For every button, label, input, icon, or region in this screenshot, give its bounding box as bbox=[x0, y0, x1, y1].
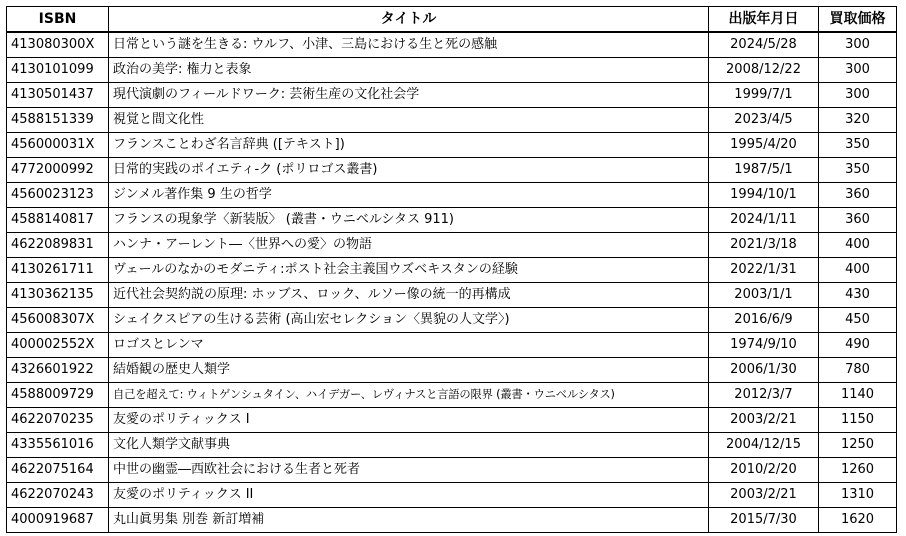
table-row bbox=[7, 433, 897, 458]
title-cell[interactable]: ロゴスとレンマ bbox=[109, 333, 709, 358]
price-cell[interactable]: 780 bbox=[819, 358, 897, 383]
date-cell[interactable]: 2012/3/7 bbox=[709, 383, 819, 408]
date-cell[interactable]: 2024/5/28 bbox=[709, 32, 819, 58]
title-cell[interactable]: 視覚と間文化性 bbox=[109, 108, 709, 133]
title-cell[interactable]: 文化人類学文献事典 bbox=[109, 433, 709, 458]
date-cell[interactable]: 2022/1/31 bbox=[709, 258, 819, 283]
title-cell[interactable]: シェイクスピアの生ける芸術 (高山宏セレクション〈異貌の人文学〉) bbox=[109, 308, 709, 333]
header-title[interactable]: タイトル bbox=[109, 7, 709, 33]
date-cell[interactable]: 1987/5/1 bbox=[709, 158, 819, 183]
table-row bbox=[7, 458, 897, 483]
table-row bbox=[7, 308, 897, 333]
isbn-cell[interactable]: 4335561016 bbox=[7, 433, 109, 458]
price-cell[interactable]: 1140 bbox=[819, 383, 897, 408]
isbn-cell[interactable]: 413080300X bbox=[7, 32, 109, 58]
price-cell[interactable]: 400 bbox=[819, 258, 897, 283]
price-cell[interactable]: 360 bbox=[819, 208, 897, 233]
spreadsheet bbox=[6, 6, 897, 533]
table-row bbox=[7, 83, 897, 108]
isbn-cell[interactable]: 4130101099 bbox=[7, 58, 109, 83]
table-row bbox=[7, 408, 897, 433]
price-cell[interactable]: 300 bbox=[819, 83, 897, 108]
date-cell[interactable]: 2003/2/21 bbox=[709, 483, 819, 508]
table-row bbox=[7, 358, 897, 383]
table-row bbox=[7, 233, 897, 258]
date-cell[interactable]: 1994/10/1 bbox=[709, 183, 819, 208]
isbn-cell[interactable]: 4622070243 bbox=[7, 483, 109, 508]
price-cell[interactable]: 360 bbox=[819, 183, 897, 208]
table-row bbox=[7, 133, 897, 158]
table-body bbox=[7, 32, 897, 533]
header-date[interactable]: 出版年月日 bbox=[709, 7, 819, 33]
date-cell[interactable]: 2015/7/30 bbox=[709, 508, 819, 533]
title-cell[interactable]: 丸山眞男集 別巻 新訂増補 bbox=[109, 508, 709, 533]
price-cell[interactable]: 320 bbox=[819, 108, 897, 133]
title-cell[interactable]: 日常という謎を生きる: ウルフ、小津、三島における生と死の感触 bbox=[109, 32, 709, 58]
date-cell[interactable]: 1974/9/10 bbox=[709, 333, 819, 358]
date-cell[interactable]: 1995/4/20 bbox=[709, 133, 819, 158]
date-cell[interactable]: 1999/7/1 bbox=[709, 83, 819, 108]
title-cell[interactable]: 現代演劇のフィールドワーク: 芸術生産の文化社会学 bbox=[109, 83, 709, 108]
table-row bbox=[7, 258, 897, 283]
isbn-cell[interactable]: 4588140817 bbox=[7, 208, 109, 233]
isbn-cell[interactable]: 4622075164 bbox=[7, 458, 109, 483]
price-cell[interactable]: 400 bbox=[819, 233, 897, 258]
price-cell[interactable]: 1620 bbox=[819, 508, 897, 533]
table-row bbox=[7, 508, 897, 533]
table-row bbox=[7, 333, 897, 358]
isbn-cell[interactable]: 4130362135 bbox=[7, 283, 109, 308]
table-row bbox=[7, 58, 897, 83]
price-cell[interactable]: 300 bbox=[819, 58, 897, 83]
isbn-cell[interactable]: 456008307X bbox=[7, 308, 109, 333]
price-cell[interactable]: 1150 bbox=[819, 408, 897, 433]
isbn-cell[interactable]: 4130501437 bbox=[7, 83, 109, 108]
date-cell[interactable]: 2008/12/22 bbox=[709, 58, 819, 83]
isbn-cell[interactable]: 4130261711 bbox=[7, 258, 109, 283]
title-cell[interactable]: 結婚観の歴史人類学 bbox=[109, 358, 709, 383]
title-cell[interactable]: ジンメル著作集 9 生の哲学 bbox=[109, 183, 709, 208]
title-cell[interactable]: 近代社会契約説の原理: ホッブス、ロック、ルソー像の統一的再構成 bbox=[109, 283, 709, 308]
price-cell[interactable]: 450 bbox=[819, 308, 897, 333]
title-cell[interactable]: 友愛のポリティックス I bbox=[109, 408, 709, 433]
table-row bbox=[7, 208, 897, 233]
isbn-cell[interactable]: 4588009729 bbox=[7, 383, 109, 408]
price-cell[interactable]: 1260 bbox=[819, 458, 897, 483]
price-cell[interactable]: 350 bbox=[819, 133, 897, 158]
table-row bbox=[7, 108, 897, 133]
date-cell[interactable]: 2021/3/18 bbox=[709, 233, 819, 258]
isbn-cell[interactable]: 4000919687 bbox=[7, 508, 109, 533]
table-row bbox=[7, 158, 897, 183]
title-cell[interactable]: 友愛のポリティックス II bbox=[109, 483, 709, 508]
table-row bbox=[7, 483, 897, 508]
isbn-cell[interactable]: 4622070235 bbox=[7, 408, 109, 433]
date-cell[interactable]: 2016/6/9 bbox=[709, 308, 819, 333]
date-cell[interactable]: 2023/4/5 bbox=[709, 108, 819, 133]
header-price[interactable]: 買取価格 bbox=[819, 7, 897, 33]
price-cell[interactable]: 1310 bbox=[819, 483, 897, 508]
date-cell[interactable]: 2003/1/1 bbox=[709, 283, 819, 308]
table-row bbox=[7, 383, 897, 408]
isbn-cell[interactable]: 456000031X bbox=[7, 133, 109, 158]
title-cell[interactable]: 自己を超えて: ウィトゲンシュタイン、ハイデガー、レヴィナスと言語の限界 (叢書・ウニベルシタス) bbox=[109, 383, 709, 408]
date-cell[interactable]: 2004/12/15 bbox=[709, 433, 819, 458]
table-row bbox=[7, 283, 897, 308]
title-cell[interactable]: フランスの現象学〈新装版〉 (叢書・ウニベルシタス 911) bbox=[109, 208, 709, 233]
isbn-cell[interactable]: 4560023123 bbox=[7, 183, 109, 208]
title-cell[interactable]: 日常的実践のポイエティ-ク (ポリロゴス叢書) bbox=[109, 158, 709, 183]
header-isbn[interactable]: ISBN bbox=[7, 7, 109, 33]
book-price-table bbox=[6, 6, 897, 533]
table-row bbox=[7, 183, 897, 208]
date-cell[interactable]: 2006/1/30 bbox=[709, 358, 819, 383]
table-row bbox=[7, 32, 897, 58]
isbn-cell[interactable]: 4772000992 bbox=[7, 158, 109, 183]
title-cell[interactable]: ヴェールのなかのモダニティ:ポスト社会主義国ウズベキスタンの経験 bbox=[109, 258, 709, 283]
price-cell[interactable]: 1250 bbox=[819, 433, 897, 458]
price-cell[interactable]: 350 bbox=[819, 158, 897, 183]
title-cell[interactable]: 中世の幽霊―西欧社会における生者と死者 bbox=[109, 458, 709, 483]
isbn-cell[interactable]: 4622089831 bbox=[7, 233, 109, 258]
price-cell[interactable]: 300 bbox=[819, 32, 897, 58]
isbn-cell[interactable]: 400002552X bbox=[7, 333, 109, 358]
isbn-cell[interactable]: 4326601922 bbox=[7, 358, 109, 383]
price-cell[interactable]: 490 bbox=[819, 333, 897, 358]
date-cell[interactable]: 2003/2/21 bbox=[709, 408, 819, 433]
isbn-cell[interactable]: 4588151339 bbox=[7, 108, 109, 133]
title-cell[interactable]: ハンナ・アーレント―〈世界への愛〉の物語 bbox=[109, 233, 709, 258]
date-cell[interactable]: 2010/2/20 bbox=[709, 458, 819, 483]
date-cell[interactable]: 2024/1/11 bbox=[709, 208, 819, 233]
price-cell[interactable]: 430 bbox=[819, 283, 897, 308]
title-cell[interactable]: フランスことわざ名言辞典 ([テキスト]) bbox=[109, 133, 709, 158]
header-row bbox=[7, 7, 897, 33]
title-cell[interactable]: 政治の美学: 権力と表象 bbox=[109, 58, 709, 83]
